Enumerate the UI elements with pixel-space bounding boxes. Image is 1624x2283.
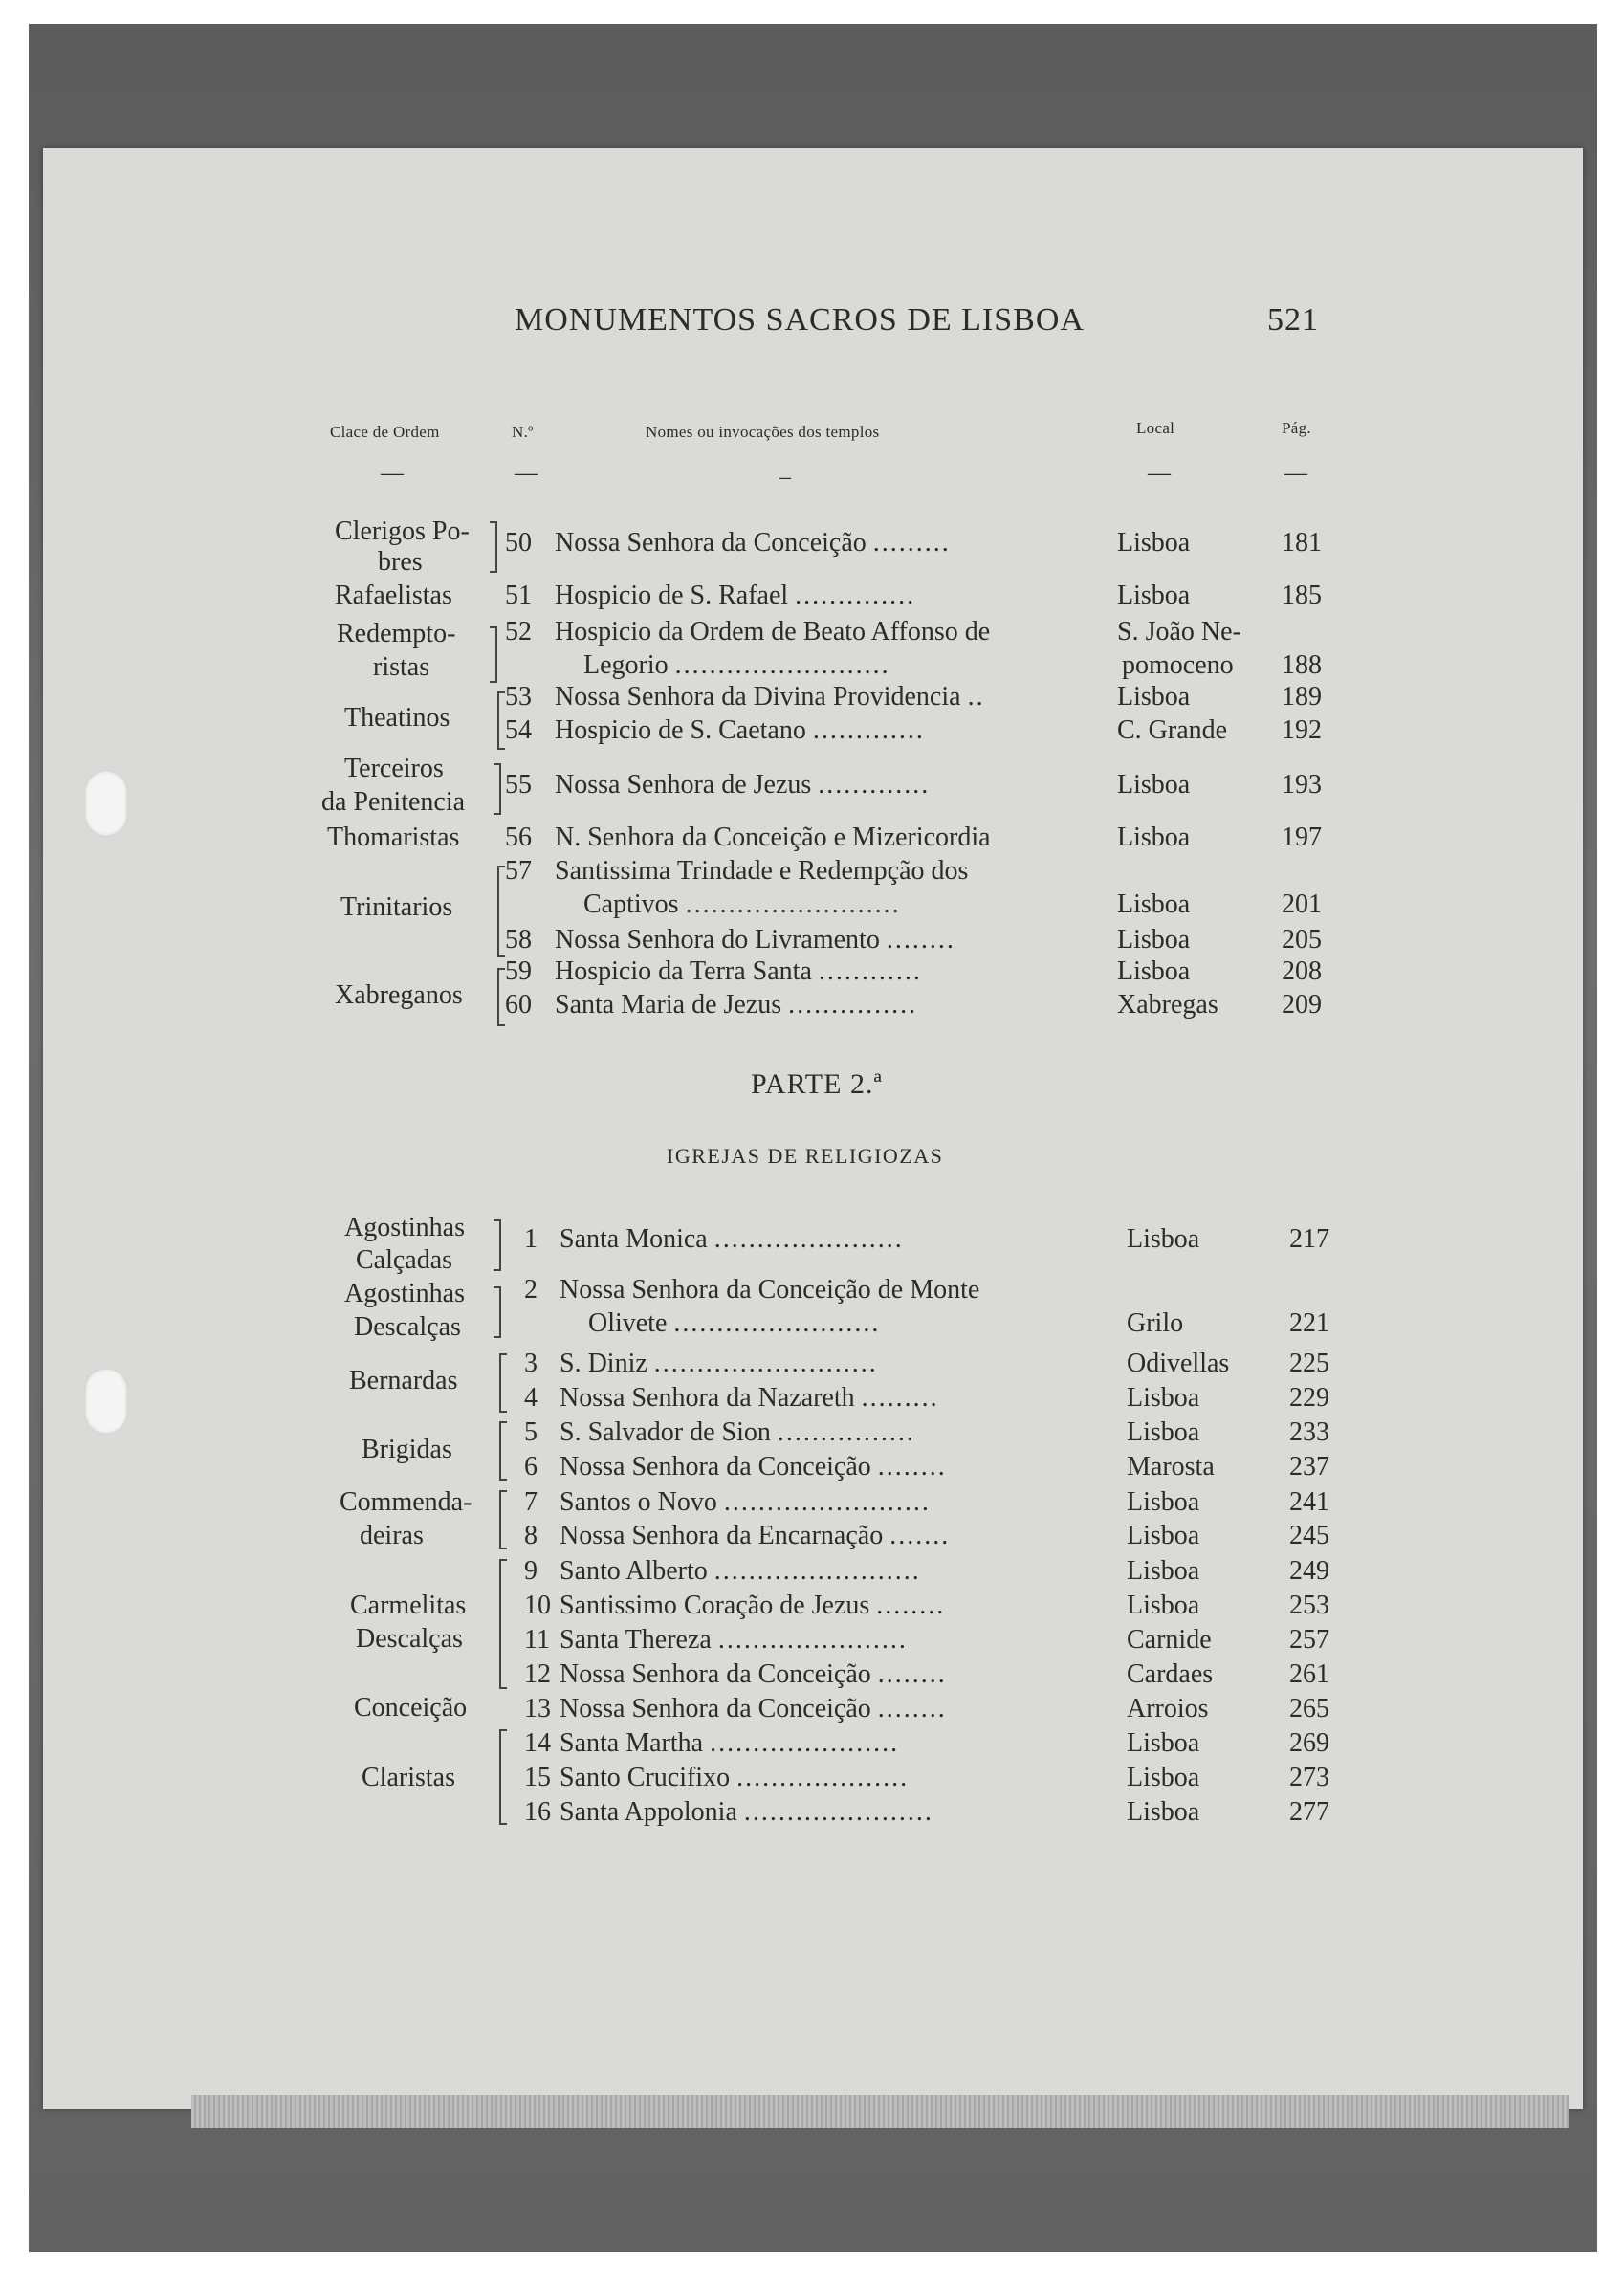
entry-number: 58 — [505, 925, 532, 955]
entry-page: 197 — [1282, 823, 1322, 852]
group-brace — [497, 866, 505, 957]
entry-page: 201 — [1282, 889, 1322, 919]
entry-page: 233 — [1289, 1417, 1329, 1447]
order-label: Descalças — [354, 1312, 461, 1342]
leader-dots: .......................... — [653, 1349, 878, 1378]
leader-dots: ........................ — [723, 1487, 931, 1517]
entry-name: Santa Appolonia ...................... — [560, 1797, 933, 1827]
entry-name: Santa Maria de Jezus ............... — [555, 990, 918, 1020]
column-numero: N.º — [512, 423, 534, 441]
entry-name-continued: Olivete ........................ — [588, 1308, 881, 1338]
entry-name-continued: Legorio ......................... — [583, 650, 890, 680]
entry-number: 1 — [524, 1224, 538, 1254]
leader-dots: ........ — [886, 925, 955, 955]
group-brace — [490, 521, 497, 573]
entry-number: 60 — [505, 990, 532, 1020]
entry-name: Santos o Novo ........................ — [560, 1487, 931, 1517]
entry-page: 241 — [1289, 1487, 1329, 1517]
order-label: Carmelitas — [350, 1591, 467, 1620]
order-label: bres — [378, 547, 423, 577]
entry-number: 4 — [524, 1383, 538, 1413]
entry-page: 181 — [1282, 528, 1322, 558]
leader-dots: ...................... — [717, 1625, 908, 1655]
entry-page: 209 — [1282, 990, 1322, 1020]
entry-local: Lisboa — [1127, 1224, 1200, 1254]
section-subtitle: IGREJAS DE RELIGIOZAS — [667, 1144, 944, 1168]
entry-page: 225 — [1289, 1349, 1329, 1378]
order-label: deiras — [360, 1521, 424, 1550]
entry-local: Grilo — [1127, 1308, 1184, 1338]
leader-dots: ...................... — [713, 1224, 904, 1254]
entry-local: Lisboa — [1117, 823, 1191, 852]
entry-local: Lisboa — [1127, 1556, 1200, 1586]
entry-page: 217 — [1289, 1224, 1329, 1254]
entry-page: 185 — [1282, 581, 1322, 610]
entry-page: 261 — [1289, 1659, 1329, 1689]
leader-dots: ........................ — [713, 1556, 921, 1586]
entry-page: 221 — [1289, 1308, 1329, 1338]
order-label: Rafaelistas — [335, 581, 452, 610]
leader-dots: ............. — [812, 715, 925, 745]
entry-local: Lisboa — [1127, 1763, 1200, 1792]
order-label: Bernardas — [349, 1366, 458, 1395]
entry-name: Nossa Senhora de Jezus ............. — [555, 770, 931, 800]
order-label: Xabreganos — [335, 980, 463, 1010]
entry-local: Carnide — [1127, 1625, 1212, 1655]
entry-name: Hospicio da Ordem de Beato Affonso de — [555, 617, 991, 647]
column-nomes: Nomes ou invocações dos templos — [646, 423, 880, 441]
group-brace — [499, 1490, 507, 1549]
entry-number: 51 — [505, 581, 532, 610]
group-brace — [494, 1219, 501, 1271]
group-brace — [499, 1421, 507, 1481]
leader-dots: ................ — [777, 1417, 915, 1447]
order-label: Claristas — [362, 1763, 455, 1792]
binder-hole-top — [84, 770, 128, 837]
entry-local: Marosta — [1127, 1452, 1215, 1482]
entry-name: S. Salvador de Sion ................ — [560, 1417, 915, 1447]
entry-local: Lisboa — [1117, 925, 1191, 955]
entry-local: Lisboa — [1127, 1728, 1200, 1758]
order-label: Clerigos Po- — [335, 516, 470, 546]
entry-name: Hospicio da Terra Santa ............ — [555, 956, 922, 986]
entry-page: 229 — [1289, 1383, 1329, 1413]
entry-local: Lisboa — [1127, 1591, 1200, 1620]
entry-number: 10 — [524, 1591, 551, 1620]
group-brace — [499, 1353, 507, 1413]
entry-page: 208 — [1282, 956, 1322, 986]
entry-local: Cardaes — [1127, 1659, 1214, 1689]
entry-number: 2 — [524, 1275, 538, 1305]
order-label: Descalças — [356, 1624, 463, 1654]
entry-number: 55 — [505, 770, 532, 800]
entry-number: 7 — [524, 1487, 538, 1517]
leader-dots: ........ — [877, 1659, 947, 1689]
leader-dots: ......... — [861, 1383, 939, 1413]
entry-number: 6 — [524, 1452, 538, 1482]
entry-local: Xabregas — [1117, 990, 1218, 1020]
entry-name: Nossa Senhora da Divina Providencia .. — [555, 682, 985, 712]
entry-name-continued: Captivos ......................... — [583, 889, 901, 919]
entry-page: 189 — [1282, 682, 1322, 712]
leader-dots: ............... — [788, 990, 918, 1020]
order-label: Brigidas — [362, 1435, 452, 1464]
leader-dots: ......... — [872, 528, 951, 558]
order-label: Terceiros — [344, 754, 444, 783]
order-label: Thomaristas — [327, 823, 460, 852]
leader-dots: ............. — [818, 770, 931, 800]
entry-number: 8 — [524, 1521, 538, 1550]
running-title: MONUMENTOS SACROS DE LISBOA — [515, 302, 1085, 338]
entry-name: Santissimo Coração de Jezus ........ — [560, 1591, 946, 1620]
leader-dots: ....... — [889, 1521, 951, 1550]
entry-local: Lisboa — [1127, 1417, 1200, 1447]
entry-number: 56 — [505, 823, 532, 852]
entry-name: Nossa Senhora do Livramento ........ — [555, 925, 955, 955]
entry-local: Lisboa — [1117, 956, 1191, 986]
entry-page: 265 — [1289, 1694, 1329, 1723]
entry-name: Hospicio de S. Rafael .............. — [555, 581, 916, 610]
leader-dots: ...................... — [710, 1728, 900, 1758]
entry-local: Odivellas — [1127, 1349, 1230, 1378]
order-label: Commenda- — [340, 1487, 472, 1517]
entry-page: 205 — [1282, 925, 1322, 955]
entry-name: Santo Crucifixo .................... — [560, 1763, 910, 1792]
entry-number: 3 — [524, 1349, 538, 1378]
entry-number: 54 — [505, 715, 532, 745]
leader-dots: ........ — [877, 1452, 947, 1482]
entry-local: Lisboa — [1117, 581, 1191, 610]
page-number: 521 — [1267, 302, 1319, 338]
entry-page: 249 — [1289, 1556, 1329, 1586]
entry-name: S. Diniz .......................... — [560, 1349, 878, 1378]
entry-local: Lisboa — [1117, 682, 1191, 712]
entry-name: Nossa Senhora da Conceição ........ — [560, 1694, 947, 1723]
entry-number: 15 — [524, 1763, 551, 1792]
entry-name: Nossa Senhora da Nazareth ......... — [560, 1383, 939, 1413]
entry-name: N. Senhora da Conceição e Mizericordia — [555, 823, 991, 852]
group-brace — [494, 763, 501, 815]
entry-name: Nossa Senhora da Conceição de Monte — [560, 1275, 980, 1305]
entry-local: Lisboa — [1127, 1521, 1200, 1550]
leader-dots: ...................... — [743, 1797, 933, 1827]
column-local: Local — [1136, 419, 1175, 437]
order-label: ristas — [373, 652, 430, 682]
group-brace — [499, 1559, 507, 1689]
entry-page: 192 — [1282, 715, 1322, 745]
entry-name: Santa Martha ...................... — [560, 1728, 900, 1758]
entry-number: 9 — [524, 1556, 538, 1586]
entry-number: 53 — [505, 682, 532, 712]
order-label: Redempto- — [337, 619, 456, 648]
entry-name: Santissima Trindade e Redempção dos — [555, 856, 969, 886]
entry-local: S. João Ne- — [1117, 617, 1241, 647]
leader-dots: ............ — [818, 956, 922, 986]
entry-number: 11 — [524, 1625, 550, 1655]
group-brace — [494, 1286, 501, 1338]
entry-local-continued: pomoceno — [1122, 650, 1234, 680]
entry-number: 16 — [524, 1797, 551, 1827]
leader-dots: .............. — [795, 581, 916, 610]
leader-dots: ........ — [876, 1591, 946, 1620]
part-title: PARTE 2.ª — [751, 1068, 883, 1100]
entry-local: Lisboa — [1117, 889, 1191, 919]
entry-number: 13 — [524, 1694, 551, 1723]
order-label: Calçadas — [356, 1245, 453, 1275]
order-label: Agostinhas — [344, 1279, 465, 1308]
group-brace — [499, 1729, 507, 1825]
leader-dots: ......................... — [674, 650, 890, 680]
dash-ordem: — — [381, 461, 404, 486]
entry-number: 5 — [524, 1417, 538, 1447]
entry-page: 193 — [1282, 770, 1322, 800]
leader-dots: ........................ — [673, 1308, 881, 1338]
dash-local: — — [1148, 461, 1171, 486]
entry-name: Nossa Senhora da Encarnação ....... — [560, 1521, 951, 1550]
group-brace — [497, 691, 505, 750]
entry-page: 269 — [1289, 1728, 1329, 1758]
entry-local: Lisboa — [1127, 1797, 1200, 1827]
group-brace — [497, 968, 505, 1026]
entry-name: Santa Thereza ...................... — [560, 1625, 908, 1655]
dash-numero: — — [515, 461, 538, 486]
dash-nomes: – — [779, 465, 791, 490]
order-label: Trinitarios — [340, 892, 453, 922]
entry-number: 59 — [505, 956, 532, 986]
leader-dots: .. — [967, 682, 985, 712]
leader-dots: .................... — [736, 1763, 910, 1792]
entry-page: 188 — [1282, 650, 1322, 680]
entry-page: 277 — [1289, 1797, 1329, 1827]
entry-page: 237 — [1289, 1452, 1329, 1482]
leader-dots: ........ — [877, 1694, 947, 1723]
entry-local: Lisboa — [1127, 1487, 1200, 1517]
order-label: da Penitencia — [321, 787, 466, 817]
entry-page: 253 — [1289, 1591, 1329, 1620]
entry-name: Santo Alberto ........................ — [560, 1556, 921, 1586]
entry-page: 257 — [1289, 1625, 1329, 1655]
entry-local: Lisboa — [1117, 770, 1191, 800]
entry-name: Nossa Senhora da Conceição ......... — [555, 528, 951, 558]
entry-number: 57 — [505, 856, 532, 886]
entry-page: 245 — [1289, 1521, 1329, 1550]
column-pag: Pág. — [1282, 419, 1311, 437]
entry-number: 50 — [505, 528, 532, 558]
entry-number: 52 — [505, 617, 532, 647]
leader-dots: ......................... — [685, 889, 901, 919]
entry-local: Lisboa — [1127, 1383, 1200, 1413]
entry-name: Nossa Senhora da Conceição ........ — [560, 1452, 947, 1482]
entry-page: 273 — [1289, 1763, 1329, 1792]
entry-number: 12 — [524, 1659, 551, 1689]
dash-pag: — — [1284, 461, 1307, 486]
entry-number: 14 — [524, 1728, 551, 1758]
entry-local: C. Grande — [1117, 715, 1228, 745]
entry-name: Santa Monica ...................... — [560, 1224, 904, 1254]
page-edge-bottom — [191, 2095, 1569, 2128]
group-brace — [490, 626, 497, 683]
entry-name: Hospicio de S. Caetano ............. — [555, 715, 925, 745]
binder-hole-bottom — [84, 1368, 128, 1435]
order-label: Conceição — [354, 1693, 468, 1723]
column-ordem: Clace de Ordem — [330, 423, 440, 441]
order-label: Agostinhas — [344, 1213, 465, 1242]
entry-local: Lisboa — [1117, 528, 1191, 558]
entry-local: Arroios — [1127, 1694, 1209, 1723]
entry-name: Nossa Senhora da Conceição ........ — [560, 1659, 947, 1689]
order-label: Theatinos — [344, 703, 450, 733]
